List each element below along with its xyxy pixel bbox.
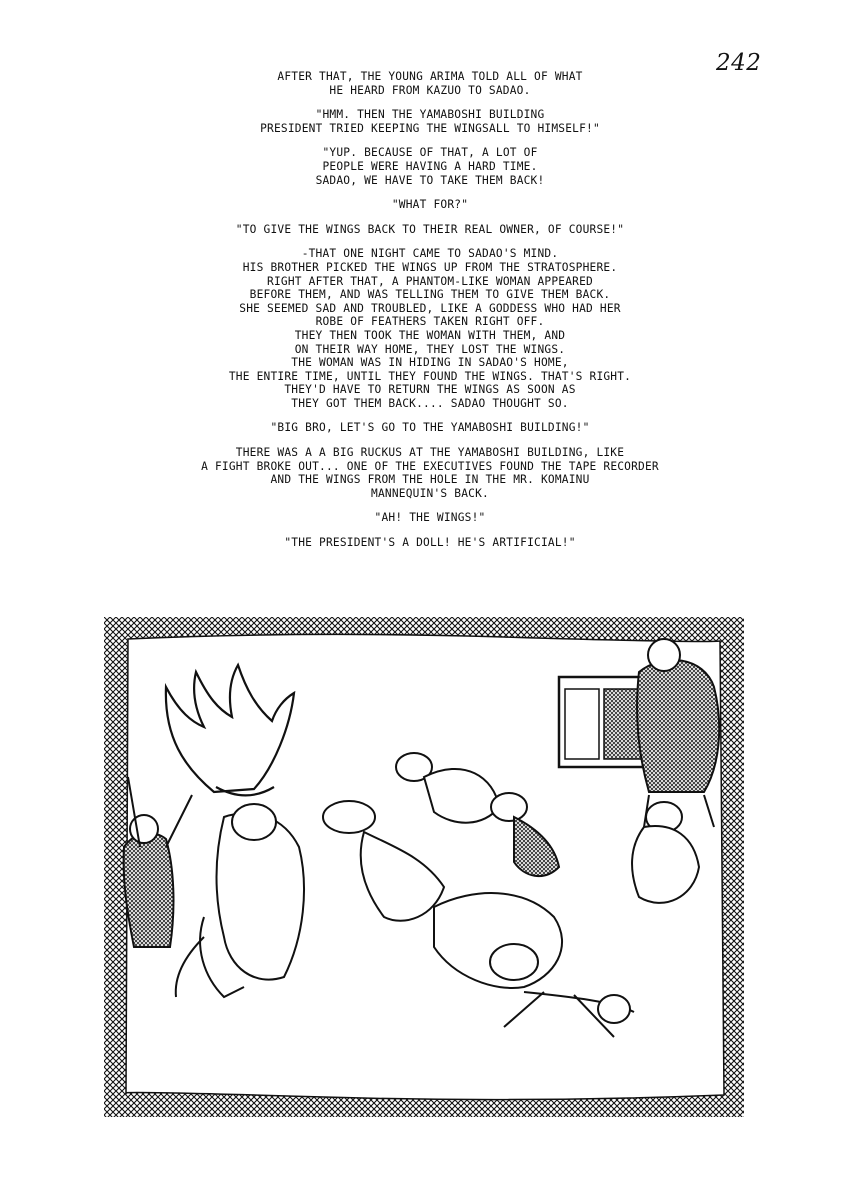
text-line: HIS BROTHER PICKED THE WINGS UP FROM THE STRATOSPHERE. [242, 260, 618, 274]
text-line: "HMM. THEN THE YAMABOSHI BUILDING [315, 108, 545, 122]
text-paragraph [150, 446, 710, 500]
text-line: SADAO, WE HAVE TO TAKE THEM BACK! [315, 173, 545, 187]
text-line: SHE SEEMED SAD AND TROUBLED, LIKE A GODDESS WHO HAD HER [239, 301, 621, 315]
text-line: "WHAT FOR?" [391, 198, 469, 212]
text-line: THERE WAS A A BIG RUCKUS AT THE YAMABOSHI BUILDING, LIKE [235, 446, 625, 460]
text-line: THEY GOT THEM BACK.... SADAO THOUGHT SO. [291, 396, 569, 410]
page-number: 242 [716, 50, 762, 76]
text-line: "THE PRESIDENT'S A DOLL! HE'S ARTIFICIAL!" [284, 536, 576, 550]
text-line: BEFORE THEM, AND WAS TELLING THEM TO GIVE THEM BACK. [249, 288, 611, 302]
text-paragraph [150, 247, 710, 410]
text-line: "YUP. BECAUSE OF THAT, A LOT OF [322, 146, 538, 160]
text-line: MANNEQUIN'S BACK. [371, 486, 489, 500]
text-line: AND THE WINGS FROM THE HOLE IN THE MR. KOMAINU [270, 473, 590, 487]
text-paragraph [150, 536, 710, 550]
text-line: PEOPLE WERE HAVING A HARD TIME. [322, 159, 538, 173]
television-icon [559, 677, 649, 767]
text-line: -THAT ONE NIGHT CAME TO SADAO'S MIND. [301, 247, 559, 261]
text-paragraph [150, 198, 710, 212]
text-line: "AH! THE WINGS!" [374, 511, 486, 525]
text-paragraph [150, 223, 710, 237]
text-line: RIGHT AFTER THAT, A PHANTOM-LIKE WOMAN APPEARED [267, 274, 593, 288]
text-line: ROBE OF FEATHERS TAKEN RIGHT OFF. [315, 315, 545, 329]
text-line: THE ENTIRE TIME, UNTIL THEY FOUND THE WINGS. THAT'S RIGHT. [228, 369, 632, 383]
text-line: A FIGHT BROKE OUT... ONE OF THE EXECUTIVES FOUND THE TAPE RECORDER [201, 459, 659, 473]
text-paragraph [150, 108, 710, 135]
text-paragraph [150, 511, 710, 525]
text-line: "TO GIVE THE WINGS BACK TO THEIR REAL OWNER, OF COURSE!" [235, 222, 625, 236]
story-text [150, 70, 710, 561]
text-paragraph [150, 146, 710, 187]
text-line: THE WOMAN WAS IN HIDING IN SADAO'S HOME, [291, 356, 569, 370]
illustration-panel [104, 617, 744, 1117]
text-line: HE HEARD FROM KAZUO TO SADAO. [329, 83, 531, 97]
text-line: "BIG BRO, LET'S GO TO THE YAMABOSHI BUILDING!" [270, 421, 590, 435]
text-line: THEY THEN TOOK THE WOMAN WITH THEM, AND [294, 328, 566, 342]
text-paragraph [150, 421, 710, 435]
text-line: AFTER THAT, THE YOUNG ARIMA TOLD ALL OF WHAT [277, 70, 583, 83]
text-line: ON THEIR WAY HOME, THEY LOST THE WINGS. [294, 342, 566, 356]
text-line: THEY'D HAVE TO RETURN THE WINGS AS SOON AS [284, 383, 576, 397]
text-paragraph [150, 70, 710, 97]
crowd-chasing-wings-illustration [104, 617, 744, 1117]
text-line: PRESIDENT TRIED KEEPING THE WINGSALL TO HIMSELF!" [260, 121, 600, 135]
